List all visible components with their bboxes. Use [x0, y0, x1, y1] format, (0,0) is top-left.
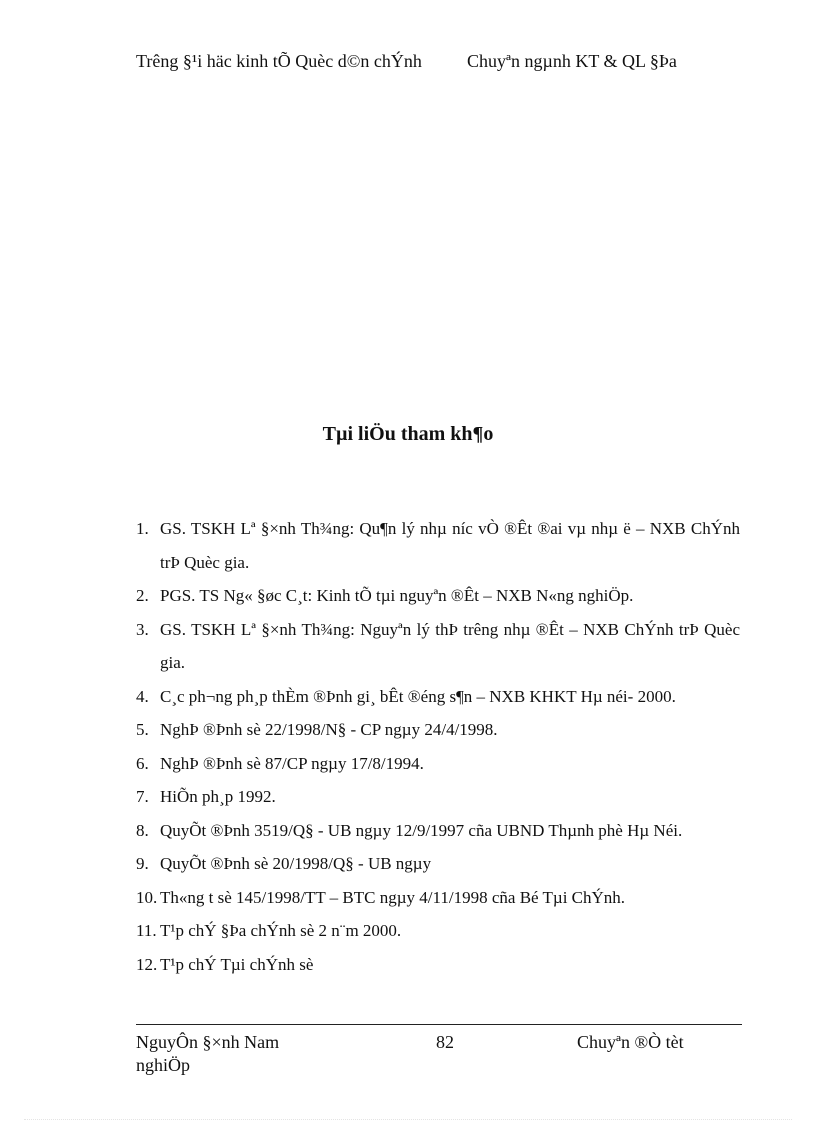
list-item	[136, 747, 740, 781]
item-text: PGS. TS Ng« §øc C¸t: Kinh tÕ tµi nguyªn ®Êt – NXB N«ng nghiÖp.	[160, 586, 634, 605]
page-title: Tµi liÖu tham kh¶o	[322, 423, 494, 445]
item-number: 11.	[136, 921, 157, 940]
item-number: 5.	[136, 720, 149, 739]
item-number: 3.	[136, 619, 149, 639]
list-item	[136, 613, 740, 680]
item-number: 4.	[136, 686, 149, 706]
page-bottom-edge	[24, 1119, 792, 1120]
item-number: 1.	[136, 519, 149, 538]
list-item	[136, 847, 740, 881]
item-text: NghÞ ®Þnh sè 22/1998/N§ - CP ngµy 24/4/1998.	[160, 720, 498, 739]
item-number: 2.	[136, 586, 149, 605]
item-text: HiÕn ph¸p 1992.	[160, 787, 276, 806]
header-major: Chuyªn ngµnh KT & QL §Þa	[467, 51, 677, 71]
item-number: 10.	[136, 887, 158, 907]
item-text: GS. TSKH Lª §×nh Th¾ng: Qu¶n lý nhµ níc vÒ ®Êt ®ai vµ nhµ ë – NXB ChÝnh trÞ Quèc gia.	[160, 519, 740, 572]
item-text: NghÞ ®Þnh sè 87/CP ngµy 17/8/1994.	[160, 753, 424, 773]
list-item	[136, 713, 740, 747]
item-text: GS. TSKH Lª §×nh Th¾ng: Nguyªn lý thÞ trêng nhµ ®Êt – NXB ChÝnh trÞ Quèc gia.	[160, 619, 740, 672]
item-text: Th«ng t sè 145/1998/TT – BTC ngµy 4/11/1998 cña Bé Tµi ChÝnh.	[160, 887, 626, 907]
list-item	[136, 948, 740, 982]
list-item	[136, 914, 740, 948]
item-text: T¹p chÝ §Þa chÝnh sè 2 n¨m 2000.	[160, 921, 402, 940]
item-text: C¸c ph¬ng ph¸p thÈm ®Þnh gi¸ bÊt ®éng s¶n – NXB KHKT Hµ néi- 2000.	[160, 686, 676, 706]
item-number: 12.	[136, 954, 158, 974]
footer-author: NguyÔn §×nh Nam nghiÖp	[136, 1032, 280, 1075]
footer-divider	[136, 1024, 742, 1025]
item-text: T¹p chÝ Tµi chÝnh sè	[160, 954, 314, 974]
page-header	[136, 50, 742, 73]
list-item	[136, 680, 740, 714]
list-item	[136, 881, 740, 915]
page-footer	[136, 1031, 742, 1077]
list-item	[136, 814, 740, 848]
page-number: 82	[436, 1032, 454, 1052]
footer-subject: Chuyªn ®Ò tèt	[577, 1032, 684, 1052]
item-number: 6.	[136, 753, 149, 773]
item-number: 7.	[136, 787, 149, 806]
item-number: 9.	[136, 854, 149, 873]
header-school: Trêng §¹i häc kinh tÕ Quèc d©n chÝnh	[136, 51, 422, 71]
reference-list	[136, 512, 740, 981]
item-text: QuyÕt ®Þnh 3519/Q§ - UB ngµy 12/9/1997 cña UBND Thµnh phè Hµ Néi.	[160, 820, 683, 840]
list-item	[136, 512, 740, 579]
item-number: 8.	[136, 820, 149, 840]
item-text: QuyÕt ®Þnh sè 20/1998/Q§ - UB ngµy	[160, 854, 432, 873]
list-item	[136, 579, 740, 613]
list-item	[136, 780, 740, 814]
